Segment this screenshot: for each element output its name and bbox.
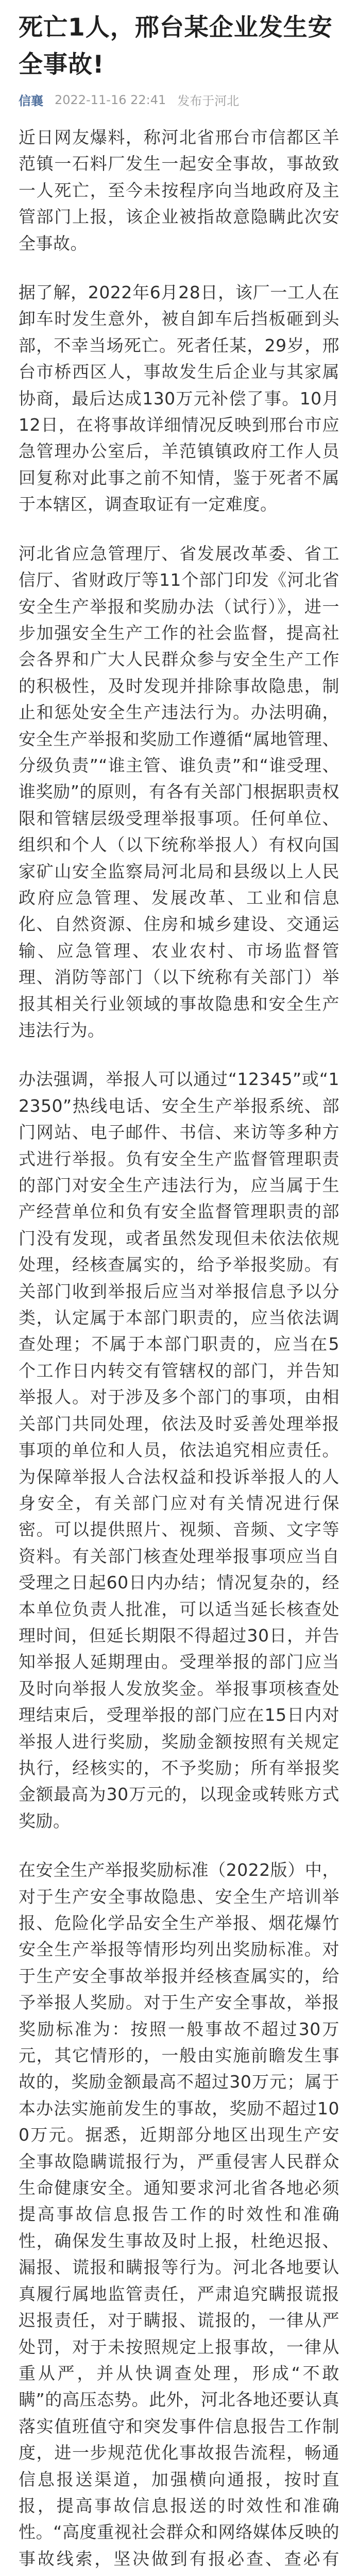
publish-time: 2022-11-16 22:41	[55, 92, 166, 107]
article-meta	[19, 91, 339, 109]
article-paragraph: 据了解，2022年6月28日，该厂一工人在卸车时发生意外，被自卸车后挡板砸到头部，不幸当场死亡。死者任某，29岁，邢台市桥西区人，事故发生后企业与其家属协商，最后达成130万元补偿了事。10月12日，在将事故详细情况反映到邢台市应急管理办公室后，羊范镇镇政府工作人员回复称对此事之前不知情，鉴于死者不属于本辖区，调查取证有一定难度。	[19, 282, 339, 515]
article-paragraph: 河北省应急管理厅、省发展改革委、省工信厅、省财政厅等11个部门印发《河北省安全生产举报和奖励办法（试行）》，进一步加强安全生产工作的社会监督，提高社会各界和广大人民群众参与安全生产工作的积极性，及时发现并排除事故隐患，制止和惩处安全生产违法行为。办法明确，安全生产举报和奖励工作遵循“属地管理、分级负责”“谁主管、谁负责”和“谁受理、谁奖励”的原则，有各有关部门根据职责权限和管辖层级受理举报事项。任何单位、组织和个人（以下统称举报人）有权向国家矿山安全监察局河北局和县级以上人民政府应急管理、发展改革、工业和信息化、自然资源、住房和城乡建设、交通运输、应急管理、农业农村、市场监督管理、消防等部门（以下统称有关部门）举报其相关行业领域的事故隐患和安全生产违法行为。	[19, 543, 339, 1040]
publish-location: 发布于河北	[177, 94, 240, 108]
article-title: 死亡1人，邢台某企业发生安全事故!	[19, 13, 333, 79]
article-body	[19, 124, 339, 2576]
article-paragraph: 在安全生产举报奖励标准（2022版）中，对于生产安全事故隐患、安全生产培训举报、危险化学品安全生产举报、烟花爆竹安全生产举报等情形均列出奖励标准。对于生产安全事故举报并经核查属实的，给予举报人奖励。对于生产安全事故，举报奖励标准为：按照一般事故不超过30万元，其它情形的，一般由实施前瞻发生事故的，奖励金额最高不超过30万元；属于本办法实施前发生的事故，奖励不超过100万元。据悉，近期部分地区出现生产安全事故隐瞒谎报行为，严重侵害人民群众生命健康安全。通知要求河北省各地必须提高事故信息报告工作的时效性和准确性，确保发生事故及时上报，杜绝迟报、漏报、谎报和瞒报等行为。河北各地要认真履行属地监管责任，严肃追究瞒报谎报迟报责任，对于瞒报、谎报的，一律从严处罚，对于未按照规定上报事故，一律从重从严，并从快调查处理，形成“不敢瞒”的高压态势。此外，河北各地还要认真落实值班值守和突发事件信息报告工作制度，进一步规范优化事故报告流程，畅通信息报送渠道，加强横向通报，按时直报，提高事故信息报送的时效性和准确性。“高度重视社会群众和网络媒体反映的事故线索，坚决做到有报必查、查必有	[19, 1860, 339, 2569]
author-name[interactable]: 信襄	[19, 94, 43, 108]
article-paragraph: 近日网友爆料，称河北省邢台市信都区羊范镇一石料厂发生一起安全事故，事故致一人死亡，至今未按程序向当地政府及主管部门上报，该企业被指故意隐瞒此次安全事故。	[19, 127, 339, 253]
article-paragraph: 办法强调，举报人可以通过“12345”或“12350”热线电话、安全生产举报系统、部门网站、电子邮件、书信、来访等多种方式进行举报。负有安全生产监督管理职责的部门对安全生产违法行为，应当属于生产经营单位和负有安全监督管理职责的部门没有发现，或者虽然发现但未依法依规处理，经核查属实的，给予举报奖励。有关部门收到举报后应当对举报信息予以分类，认定属于本部门职责的，应当依法调查处理；不属于本部门职责的，应当在5个工作日内转交有管辖权的部门，并告知举报人。对于涉及多个部门的事项，由相关部门共同处理，依法及时妥善处理举报事项的单位和人员，依法追究相应责任。为保障举报人合法权益和投诉举报人的人身安全，有关部门应对有关情况进行保密。可以提供照片、视频、音频、文字等资料。有关部门核查处理举报事项应当自受理之日起60日内办结；情况复杂的，经本单位负责人批准，可以适当延长核查处理时间，但延长期限不得超过30日，并告知举报人延期理由。受理举报的部门应当及时向举报人发放奖金。举报事项核查处理结束后，受理举报的部门应在15日内对举报人进行奖励，奖励金额按照有关规定执行，经核实的，不予奖励；所有举报奖金额最高为30万元的，以现金或转账方式奖励。	[19, 1069, 339, 1831]
